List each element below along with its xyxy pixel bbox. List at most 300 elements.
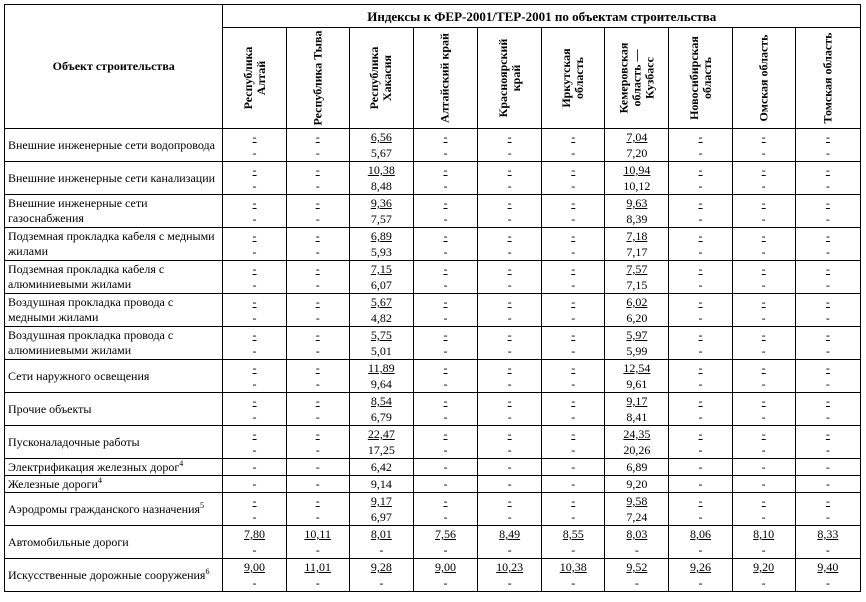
index-value-bottom: - xyxy=(761,179,766,193)
index-value-bottom: - xyxy=(571,443,576,457)
index-value-bottom: - xyxy=(698,212,703,226)
footnote-mark: 4 xyxy=(97,475,102,485)
index-value-bottom: - xyxy=(315,377,320,391)
index-value-bottom: 10,12 xyxy=(623,179,651,193)
object-name xyxy=(5,129,223,162)
index-value-bottom: - xyxy=(761,311,766,325)
index-value-bottom: - xyxy=(507,543,512,557)
index-value-bottom: - xyxy=(634,576,639,590)
index-cell xyxy=(413,129,477,162)
index-cell xyxy=(349,261,413,294)
index-cell xyxy=(669,493,732,526)
index-value-top: - xyxy=(443,427,448,441)
table-row xyxy=(5,393,861,426)
index-value-bottom: - xyxy=(315,510,320,524)
index-value-top: - xyxy=(507,196,512,210)
index-value-bottom: - xyxy=(507,510,512,524)
index-value-bottom: - xyxy=(443,311,448,325)
index-value-top: - xyxy=(252,196,257,210)
index-cell xyxy=(605,476,669,493)
index-cell xyxy=(286,459,349,476)
object-name-text: Сети наружного освещения xyxy=(8,368,150,383)
index-value-top: - xyxy=(698,494,703,508)
object-name-text: Внешние инженерные сети газоснабжения xyxy=(8,196,148,225)
index-cell xyxy=(669,162,732,195)
index-value-bottom: - xyxy=(443,179,448,193)
object-name-text: Автомобильные дороги xyxy=(8,534,129,549)
index-value-bottom: 7,15 xyxy=(626,278,648,292)
index-cell xyxy=(349,129,413,162)
index-value-top: - xyxy=(571,328,576,342)
index-value-bottom: - xyxy=(252,443,257,457)
index-value-bottom: - xyxy=(252,245,257,259)
index-value-bottom: 6,97 xyxy=(370,510,392,524)
index-value-bottom: - xyxy=(315,543,320,557)
index-value-bottom: - xyxy=(825,212,830,226)
index-cell xyxy=(795,195,860,228)
index-cell xyxy=(732,459,795,476)
index-value-bottom: - xyxy=(252,377,257,391)
index-value: - xyxy=(315,477,320,491)
index-value-bottom: - xyxy=(825,443,830,457)
index-cell xyxy=(669,526,732,559)
index-cell xyxy=(605,426,669,459)
object-name-text: Подземная прокладка кабеля с алюминиевыми жилами xyxy=(8,262,165,291)
index-value-top: - xyxy=(825,427,830,441)
index-cell xyxy=(732,129,795,162)
index-value-bottom: - xyxy=(761,443,766,457)
index-value-top: 5,67 xyxy=(370,295,392,309)
index-cell xyxy=(669,228,732,261)
index-value-bottom: 7,17 xyxy=(626,245,648,259)
index-value-top: 8,33 xyxy=(817,527,839,541)
index-value-top: - xyxy=(571,361,576,375)
index-value-bottom: 9,61 xyxy=(626,377,648,391)
index-cell xyxy=(413,228,477,261)
index-value-bottom: - xyxy=(443,377,448,391)
index-value-bottom: - xyxy=(571,179,576,193)
index-cell xyxy=(542,526,605,559)
object-column-header: Объект строительства xyxy=(5,5,223,129)
index-cell xyxy=(669,261,732,294)
object-name-text: Воздушная прокладка провода с медными жилами xyxy=(8,295,174,324)
index-value-bottom: - xyxy=(507,146,512,160)
index-value-top: 6,89 xyxy=(370,229,392,243)
index-value-top: - xyxy=(761,295,766,309)
index-cell xyxy=(286,526,349,559)
index-cell xyxy=(349,360,413,393)
index-value-top: 10,38 xyxy=(367,163,395,177)
index-cell xyxy=(286,195,349,228)
index-value-bottom: - xyxy=(507,443,512,457)
index-value-bottom: - xyxy=(761,212,766,226)
object-name xyxy=(5,426,223,459)
region-label: Республика Тыва xyxy=(310,30,325,126)
index-value-top: - xyxy=(252,394,257,408)
index-cell xyxy=(478,228,542,261)
index-value-top: - xyxy=(507,427,512,441)
index-cell xyxy=(223,129,286,162)
index-value-top: 12,54 xyxy=(623,361,651,375)
index-cell xyxy=(349,294,413,327)
index-value-top: 10,23 xyxy=(496,560,524,574)
index-value-bottom: - xyxy=(507,278,512,292)
index-value-bottom: - xyxy=(315,179,320,193)
index-value-top: - xyxy=(443,229,448,243)
index-cell xyxy=(542,559,605,592)
index-value-top: - xyxy=(571,262,576,276)
index-cell xyxy=(223,162,286,195)
index-value-top: 8,54 xyxy=(370,394,392,408)
footnote-mark: 5 xyxy=(200,500,205,510)
index-value: - xyxy=(571,460,576,474)
index-value-top: - xyxy=(761,328,766,342)
index-cell xyxy=(669,559,732,592)
index-value-top: - xyxy=(761,163,766,177)
table-row xyxy=(5,228,861,261)
index-value-top: 6,02 xyxy=(626,295,648,309)
index-cell xyxy=(669,129,732,162)
index-value-top: - xyxy=(698,196,703,210)
index-value-top: 9,63 xyxy=(626,196,648,210)
index-value-bottom: - xyxy=(379,543,384,557)
index-value-top: 8,01 xyxy=(370,527,392,541)
index-value-top: - xyxy=(825,130,830,144)
index-value-bottom: - xyxy=(315,410,320,424)
index-value-bottom: - xyxy=(761,146,766,160)
index-value-top: - xyxy=(761,196,766,210)
index-value-top: - xyxy=(571,229,576,243)
index-value-bottom: - xyxy=(379,576,384,590)
index-value-bottom: - xyxy=(698,443,703,457)
index-value-top: - xyxy=(761,494,766,508)
index-value-bottom: - xyxy=(571,278,576,292)
index-table xyxy=(4,4,861,592)
index-cell xyxy=(223,559,286,592)
index-cell xyxy=(542,294,605,327)
region-label: Алтайский край xyxy=(437,33,452,123)
index-cell xyxy=(413,559,477,592)
index-value-top: - xyxy=(571,163,576,177)
table-row xyxy=(5,459,861,476)
index-value-bottom: - xyxy=(507,410,512,424)
index-value-bottom: - xyxy=(443,212,448,226)
index-value-top: 8,49 xyxy=(499,527,521,541)
index-cell xyxy=(732,493,795,526)
index-cell xyxy=(223,393,286,426)
index-value-top: - xyxy=(315,130,320,144)
index-value-top: 7,56 xyxy=(434,527,456,541)
index-value-top: - xyxy=(315,494,320,508)
index-value-bottom: - xyxy=(507,212,512,226)
index-value-top: - xyxy=(252,328,257,342)
index-cell xyxy=(795,294,860,327)
index-value: 9,14 xyxy=(370,477,392,491)
region-label: Томская область xyxy=(820,32,835,124)
index-cell xyxy=(349,476,413,493)
index-value-bottom: 6,07 xyxy=(370,278,392,292)
index-value-bottom: - xyxy=(507,179,512,193)
index-cell xyxy=(795,162,860,195)
region-header xyxy=(413,28,477,129)
index-cell xyxy=(795,261,860,294)
index-value: 6,89 xyxy=(626,460,648,474)
index-value-top: 9,52 xyxy=(626,560,648,574)
index-value-top: - xyxy=(825,163,830,177)
object-name xyxy=(5,294,223,327)
region-label: Красноярский край xyxy=(495,38,523,118)
region-label: Республика Хакасия xyxy=(367,46,395,110)
region-label: Новосибирская область xyxy=(686,36,714,120)
index-value-bottom: - xyxy=(698,311,703,325)
index-value-bottom: - xyxy=(315,344,320,358)
table-row xyxy=(5,526,861,559)
index-value-bottom: - xyxy=(507,311,512,325)
index-value-top: - xyxy=(825,394,830,408)
index-value-bottom: - xyxy=(315,212,320,226)
index-value-top: - xyxy=(252,427,257,441)
index-value: - xyxy=(698,460,703,474)
region-header xyxy=(478,28,542,129)
region-header xyxy=(732,28,795,129)
index-cell xyxy=(413,360,477,393)
index-cell xyxy=(795,459,860,476)
index-value-bottom: - xyxy=(698,179,703,193)
object-name xyxy=(5,162,223,195)
index-value-top: - xyxy=(698,361,703,375)
index-value-bottom: 8,41 xyxy=(626,410,648,424)
index-cell xyxy=(223,228,286,261)
index-value-top: 9,17 xyxy=(370,494,392,508)
index-cell xyxy=(669,426,732,459)
index-value-bottom: - xyxy=(825,311,830,325)
index-cell xyxy=(413,493,477,526)
index-cell xyxy=(478,559,542,592)
index-value-bottom: 6,79 xyxy=(370,410,392,424)
index-value-top: - xyxy=(315,196,320,210)
index-value-bottom: - xyxy=(698,377,703,391)
index-value-bottom: - xyxy=(443,245,448,259)
region-header xyxy=(605,28,669,129)
index-value-top: - xyxy=(315,295,320,309)
index-cell xyxy=(669,195,732,228)
index-value: 9,20 xyxy=(626,477,648,491)
region-header xyxy=(286,28,349,129)
object-name-text: Внешние инженерные сети водопровода xyxy=(8,137,215,152)
object-name xyxy=(5,493,223,526)
table-row xyxy=(5,261,861,294)
index-value-top: - xyxy=(443,361,448,375)
index-value-bottom: - xyxy=(315,576,320,590)
index-value-bottom: - xyxy=(252,510,257,524)
index-value-top: - xyxy=(443,328,448,342)
index-cell xyxy=(542,426,605,459)
index-value-bottom: - xyxy=(698,278,703,292)
index-cell xyxy=(286,261,349,294)
index-cell xyxy=(349,426,413,459)
index-value-bottom: - xyxy=(825,146,830,160)
index-cell xyxy=(223,360,286,393)
object-name xyxy=(5,526,223,559)
index-value-bottom: - xyxy=(507,245,512,259)
index-cell xyxy=(795,360,860,393)
table-row xyxy=(5,559,861,592)
index-value-bottom: - xyxy=(698,576,703,590)
index-value-top: - xyxy=(698,262,703,276)
index-value-bottom: - xyxy=(252,212,257,226)
table-row xyxy=(5,327,861,360)
index-cell xyxy=(223,261,286,294)
index-cell xyxy=(478,261,542,294)
index-cell xyxy=(286,228,349,261)
index-value: - xyxy=(825,477,830,491)
table-row xyxy=(5,162,861,195)
index-value-bottom: 8,48 xyxy=(370,179,392,193)
index-value-top: 8,55 xyxy=(562,527,584,541)
index-cell xyxy=(478,526,542,559)
index-value-top: - xyxy=(443,130,448,144)
index-value-top: - xyxy=(507,262,512,276)
index-cell xyxy=(669,393,732,426)
object-name xyxy=(5,459,223,476)
object-name xyxy=(5,327,223,360)
index-value-bottom: - xyxy=(761,278,766,292)
index-cell xyxy=(732,327,795,360)
index-value-top: 10,38 xyxy=(559,560,587,574)
table-row xyxy=(5,129,861,162)
index-cell xyxy=(732,476,795,493)
index-cell xyxy=(349,195,413,228)
object-name-text: Внешние инженерные сети канализации xyxy=(8,170,216,185)
index-cell xyxy=(605,327,669,360)
index-cell xyxy=(605,393,669,426)
index-cell xyxy=(478,327,542,360)
index-cell xyxy=(349,526,413,559)
index-cell xyxy=(542,228,605,261)
index-value: - xyxy=(252,460,257,474)
index-value-bottom: - xyxy=(761,510,766,524)
index-cell xyxy=(478,129,542,162)
index-value-bottom: - xyxy=(761,410,766,424)
index-value-top: - xyxy=(507,328,512,342)
index-cell xyxy=(478,426,542,459)
index-cell xyxy=(478,476,542,493)
index-value-bottom: - xyxy=(571,212,576,226)
index-value-top: - xyxy=(761,229,766,243)
index-value-top: - xyxy=(507,394,512,408)
index-value-bottom: - xyxy=(443,344,448,358)
index-cell xyxy=(795,526,860,559)
index-cell xyxy=(605,294,669,327)
index-cell xyxy=(413,261,477,294)
object-name xyxy=(5,476,223,493)
index-cell xyxy=(413,476,477,493)
index-value-bottom: - xyxy=(571,311,576,325)
index-value-bottom: - xyxy=(443,576,448,590)
table-title: Индексы к ФЕР-2001/ТЕР-2001 по объектам строительства xyxy=(223,5,861,28)
index-value: - xyxy=(698,477,703,491)
index-value: - xyxy=(443,460,448,474)
table-row xyxy=(5,360,861,393)
index-value-top: - xyxy=(507,163,512,177)
index-value-top: - xyxy=(315,427,320,441)
index-cell xyxy=(349,393,413,426)
index-value-top: 11,89 xyxy=(368,361,395,375)
index-cell xyxy=(223,327,286,360)
object-name xyxy=(5,228,223,261)
index-value-top: - xyxy=(443,295,448,309)
index-cell xyxy=(286,559,349,592)
index-value-bottom: - xyxy=(315,278,320,292)
index-cell xyxy=(542,162,605,195)
index-value: - xyxy=(761,460,766,474)
object-name xyxy=(5,393,223,426)
index-value-bottom: - xyxy=(634,543,639,557)
index-value-bottom: - xyxy=(571,146,576,160)
index-cell xyxy=(669,459,732,476)
index-cell xyxy=(605,526,669,559)
index-value-top: - xyxy=(571,427,576,441)
index-cell xyxy=(349,493,413,526)
index-value-bottom: 5,01 xyxy=(370,344,392,358)
index-value-bottom: - xyxy=(252,576,257,590)
index-value-bottom: - xyxy=(698,510,703,524)
index-value-bottom: - xyxy=(698,146,703,160)
index-cell xyxy=(669,327,732,360)
index-value-bottom: - xyxy=(825,179,830,193)
index-value-bottom: - xyxy=(315,443,320,457)
index-value-top: - xyxy=(698,130,703,144)
index-value-bottom: - xyxy=(761,377,766,391)
index-value-bottom: 9,64 xyxy=(370,377,392,391)
index-value-top: - xyxy=(571,394,576,408)
index-cell xyxy=(542,261,605,294)
index-cell xyxy=(478,459,542,476)
index-value-bottom: - xyxy=(698,410,703,424)
region-label: Республика Алтай xyxy=(240,46,268,110)
index-cell xyxy=(795,129,860,162)
index-cell xyxy=(795,228,860,261)
index-cell xyxy=(413,294,477,327)
index-cell xyxy=(349,162,413,195)
index-cell xyxy=(223,426,286,459)
region-header xyxy=(223,28,286,129)
index-cell xyxy=(413,459,477,476)
index-value-top: - xyxy=(315,163,320,177)
index-value-bottom: - xyxy=(571,410,576,424)
index-cell xyxy=(478,195,542,228)
index-value-bottom: - xyxy=(825,245,830,259)
index-cell xyxy=(286,360,349,393)
index-value: - xyxy=(507,460,512,474)
index-cell xyxy=(542,327,605,360)
index-value-top: - xyxy=(698,328,703,342)
index-value-bottom: - xyxy=(507,344,512,358)
index-value-bottom: 4,82 xyxy=(370,311,392,325)
index-cell xyxy=(605,228,669,261)
index-value-bottom: - xyxy=(571,543,576,557)
index-cell xyxy=(478,162,542,195)
footnote-mark: 6 xyxy=(205,566,210,576)
index-value-bottom: - xyxy=(252,311,257,325)
region-header xyxy=(349,28,413,129)
index-value: 6,42 xyxy=(370,460,392,474)
index-value-top: - xyxy=(507,130,512,144)
index-cell xyxy=(732,393,795,426)
index-value-bottom: 5,99 xyxy=(626,344,648,358)
index-value-top: - xyxy=(698,427,703,441)
index-cell xyxy=(542,493,605,526)
